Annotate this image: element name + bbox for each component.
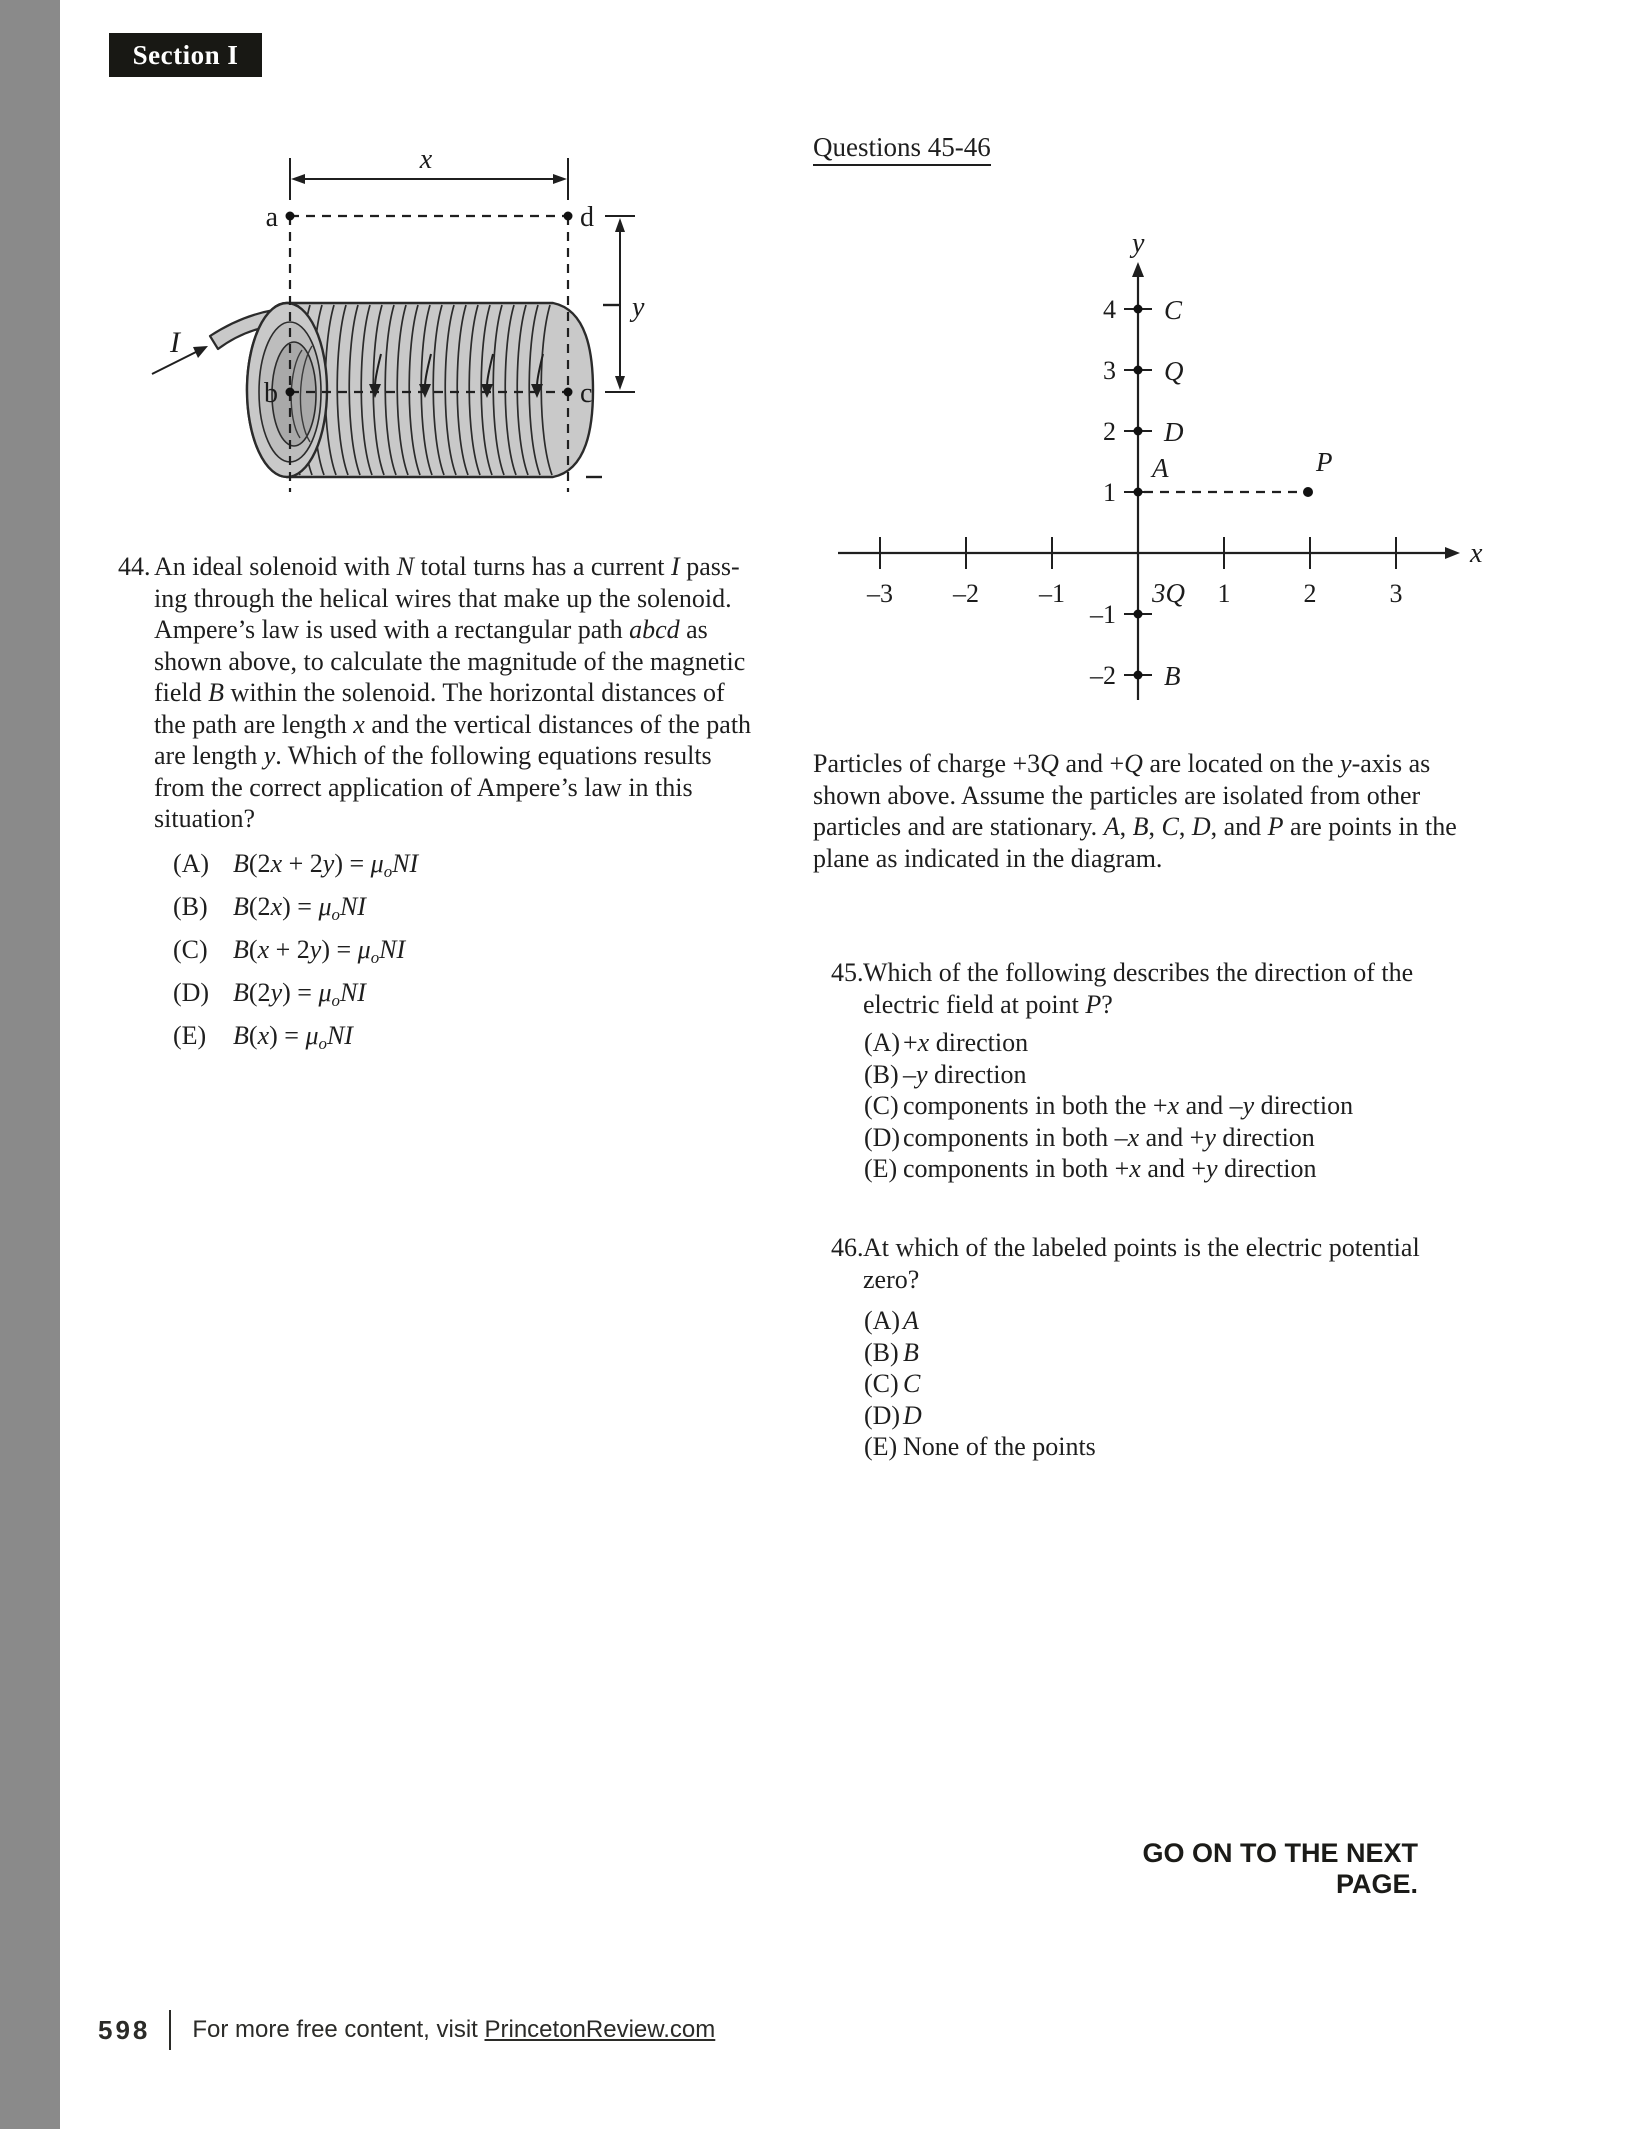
intro-line: particles and are stationary. A, B, C, D, and P are points in the bbox=[813, 812, 1457, 841]
choice-letter: (C) bbox=[173, 935, 208, 964]
choice-formula: $B(2x) = \mu_oNI$ bbox=[233, 892, 366, 925]
choice-formula: $B(x + 2y) = \mu_oNI$ bbox=[233, 935, 406, 968]
question-45 bbox=[831, 957, 1471, 1020]
y-tick-label: 3 bbox=[1103, 356, 1116, 385]
x-tick-label: 1 bbox=[1217, 579, 1231, 608]
point-a-label: A bbox=[1152, 453, 1169, 483]
question-46-choices bbox=[864, 1305, 1484, 1463]
x-axis-arrowhead bbox=[1445, 547, 1460, 559]
choice-text: B bbox=[903, 1337, 919, 1367]
question-44-line: the path are length x and the vertical distances of the path bbox=[154, 709, 752, 739]
section-badge bbox=[109, 33, 262, 77]
question-44-line: ing through the helical wires that make up the solenoid. bbox=[154, 583, 732, 613]
choice-letter: (B) bbox=[864, 1337, 899, 1367]
point-p-label: P bbox=[1316, 447, 1333, 477]
x-axis-label: x bbox=[1470, 538, 1483, 569]
y-axis-label: y bbox=[1132, 230, 1145, 259]
choice-formula: $B(2x + 2y) = \mu_oNI$ bbox=[233, 849, 419, 882]
choice-letter: (C) bbox=[864, 1091, 899, 1120]
choice-letter: (B) bbox=[173, 892, 208, 921]
point-d-dot bbox=[564, 212, 573, 221]
current-label: I bbox=[170, 326, 180, 359]
question-44-line: situation? bbox=[154, 804, 256, 833]
point-b-dot bbox=[1134, 671, 1143, 680]
charge-q-dot bbox=[1134, 366, 1143, 375]
y-tick-label: 1 bbox=[1103, 478, 1116, 507]
question-44-line: field B within the solenoid. The horizontal distances of bbox=[154, 678, 725, 707]
question-45-choices bbox=[864, 1027, 1484, 1185]
question-44-line: are length y. Which of the following equations results bbox=[154, 741, 712, 770]
choice-letter: (B) bbox=[864, 1059, 899, 1089]
point-a-dot bbox=[1134, 488, 1143, 497]
choice-letter: (D) bbox=[864, 1122, 901, 1152]
y-dim-arrowhead-bottom bbox=[615, 376, 625, 390]
point-d-label: D bbox=[1164, 417, 1184, 447]
question-46-text bbox=[863, 1232, 1471, 1295]
y-tick-label: 4 bbox=[1103, 295, 1116, 324]
x-tick-label: 2 bbox=[1303, 579, 1317, 608]
choice-45-d[interactable] bbox=[864, 1122, 1484, 1154]
intro-line: plane as indicated in the diagram. bbox=[813, 843, 1163, 873]
x-tick-label: –1 bbox=[1039, 579, 1065, 608]
question-45-number: 45. bbox=[831, 958, 864, 987]
x-dim-arrowhead-right bbox=[553, 174, 567, 184]
question-46-line: At which of the labeled points is the electric potential bbox=[863, 1233, 1420, 1262]
question-44-line: shown above, to calculate the magnitude of the magnetic bbox=[154, 646, 746, 676]
point-a-dot bbox=[286, 212, 295, 221]
question-45-text bbox=[863, 957, 1471, 1020]
choice-letter: (C) bbox=[864, 1369, 899, 1398]
choice-letter: (E) bbox=[864, 1432, 898, 1461]
choice-44-a[interactable] bbox=[173, 842, 693, 885]
solenoid-figure bbox=[140, 140, 760, 540]
choice-44-e[interactable] bbox=[173, 1014, 693, 1057]
point-c-label: C bbox=[1164, 295, 1183, 325]
x-dim-label: x bbox=[419, 144, 433, 175]
choice-text: components in both +x and +y direction bbox=[903, 1154, 1317, 1183]
x-tick-label: –3 bbox=[867, 579, 893, 608]
choice-44-b[interactable] bbox=[173, 885, 693, 928]
section-badge-label: Section I bbox=[132, 39, 239, 70]
choice-46-e[interactable] bbox=[864, 1431, 1484, 1463]
choice-letter: (E) bbox=[173, 1021, 207, 1050]
point-a-label: a bbox=[265, 202, 278, 233]
question-46-number: 46. bbox=[831, 1233, 864, 1262]
choice-45-b[interactable] bbox=[864, 1059, 1484, 1091]
coordinate-plane-figure bbox=[800, 230, 1490, 720]
choice-46-c[interactable] bbox=[864, 1368, 1484, 1400]
choice-text: None of the points bbox=[903, 1432, 1096, 1461]
point-c-dot bbox=[564, 388, 573, 397]
questions-45-46-intro bbox=[813, 748, 1493, 874]
choice-letter: (D) bbox=[864, 1400, 901, 1430]
point-c-label: c bbox=[580, 378, 593, 409]
y-dim-label: y bbox=[632, 292, 645, 323]
question-44-line: Ampere’s law is used with a rectangular path abcd as bbox=[154, 615, 708, 644]
intro-line: Particles of charge +3Q and +Q are located on the y-axis as bbox=[813, 749, 1431, 778]
choice-formula: $B(x) = \mu_oNI$ bbox=[233, 1021, 353, 1054]
point-b-label: B bbox=[1164, 661, 1181, 691]
charge-3q-dot bbox=[1134, 610, 1143, 619]
choice-46-b[interactable] bbox=[864, 1337, 1484, 1369]
question-44-choices bbox=[173, 842, 693, 1057]
y-tick-label: –1 bbox=[1090, 600, 1116, 629]
y-axis-arrowhead bbox=[1132, 262, 1144, 277]
charge-q-label: Q bbox=[1164, 356, 1184, 386]
choice-text: C bbox=[903, 1369, 921, 1398]
question-44-text bbox=[154, 551, 778, 835]
point-b-dot bbox=[286, 388, 295, 397]
page-edge-rail bbox=[0, 0, 60, 2129]
choice-letter: (A) bbox=[864, 1028, 901, 1057]
y-tick-label: –2 bbox=[1090, 661, 1116, 690]
choice-44-d[interactable] bbox=[173, 971, 693, 1014]
charge-3q-label: 3Q bbox=[1152, 578, 1185, 608]
go-on-instruction: GO ON TO THE NEXT PAGE. bbox=[1142, 1838, 1418, 1899]
x-dim-arrowhead-left bbox=[291, 174, 305, 184]
point-d-dot bbox=[1134, 427, 1143, 436]
question-45-line: Which of the following describes the direction of the bbox=[863, 958, 1414, 987]
choice-44-c[interactable] bbox=[173, 928, 693, 971]
choice-text: D bbox=[903, 1400, 922, 1430]
x-tick-label: 3 bbox=[1389, 579, 1403, 608]
choice-letter: (A) bbox=[864, 1306, 901, 1335]
point-b-label: b bbox=[264, 378, 278, 409]
y-dim-arrowhead-top bbox=[615, 218, 625, 232]
choice-letter: (E) bbox=[864, 1154, 898, 1183]
choice-formula: $B(2y) = \mu_oNI$ bbox=[233, 978, 366, 1011]
intro-line: shown above. Assume the particles are isolated from other bbox=[813, 780, 1421, 810]
x-tick-label: –2 bbox=[953, 579, 979, 608]
choice-46-d[interactable] bbox=[864, 1400, 1484, 1432]
choice-45-e[interactable] bbox=[864, 1153, 1484, 1185]
question-44-number: 44. bbox=[118, 552, 151, 581]
choice-text: +x direction bbox=[903, 1028, 1029, 1057]
choice-45-c[interactable] bbox=[864, 1090, 1484, 1122]
y-tick-label: 2 bbox=[1103, 417, 1116, 446]
page-number: 598 bbox=[98, 2014, 151, 2045]
point-d-label: d bbox=[580, 202, 594, 233]
choice-letter: (D) bbox=[173, 978, 210, 1007]
choice-text: components in both –x and +y direction bbox=[903, 1122, 1315, 1152]
questions-45-46-header: Questions 45-46 bbox=[813, 132, 991, 166]
question-44-line: An ideal solenoid with N total turns has a current I pass- bbox=[154, 552, 740, 581]
question-44 bbox=[118, 551, 778, 835]
point-p-dot bbox=[1303, 487, 1313, 497]
choice-text: A bbox=[903, 1306, 919, 1335]
question-46-line: zero? bbox=[863, 1264, 920, 1294]
choice-46-a[interactable] bbox=[864, 1305, 1484, 1337]
page-footer bbox=[98, 2010, 715, 2050]
question-46 bbox=[831, 1232, 1471, 1295]
footer-text: For more free content, visit PrincetonReview.com bbox=[192, 2016, 716, 2043]
footer-link[interactable]: PrincetonReview.com bbox=[484, 2016, 716, 2043]
choice-letter: (A) bbox=[173, 849, 210, 878]
choice-text: –y direction bbox=[903, 1059, 1027, 1089]
choice-text: components in both the +x and –y direction bbox=[903, 1091, 1354, 1120]
question-44-line: from the correct application of Ampere’s law in this bbox=[154, 772, 693, 802]
question-45-line: electric field at point P? bbox=[863, 989, 1113, 1019]
choice-45-a[interactable] bbox=[864, 1027, 1484, 1059]
footer-divider bbox=[169, 2010, 171, 2050]
point-c-dot bbox=[1134, 305, 1143, 314]
